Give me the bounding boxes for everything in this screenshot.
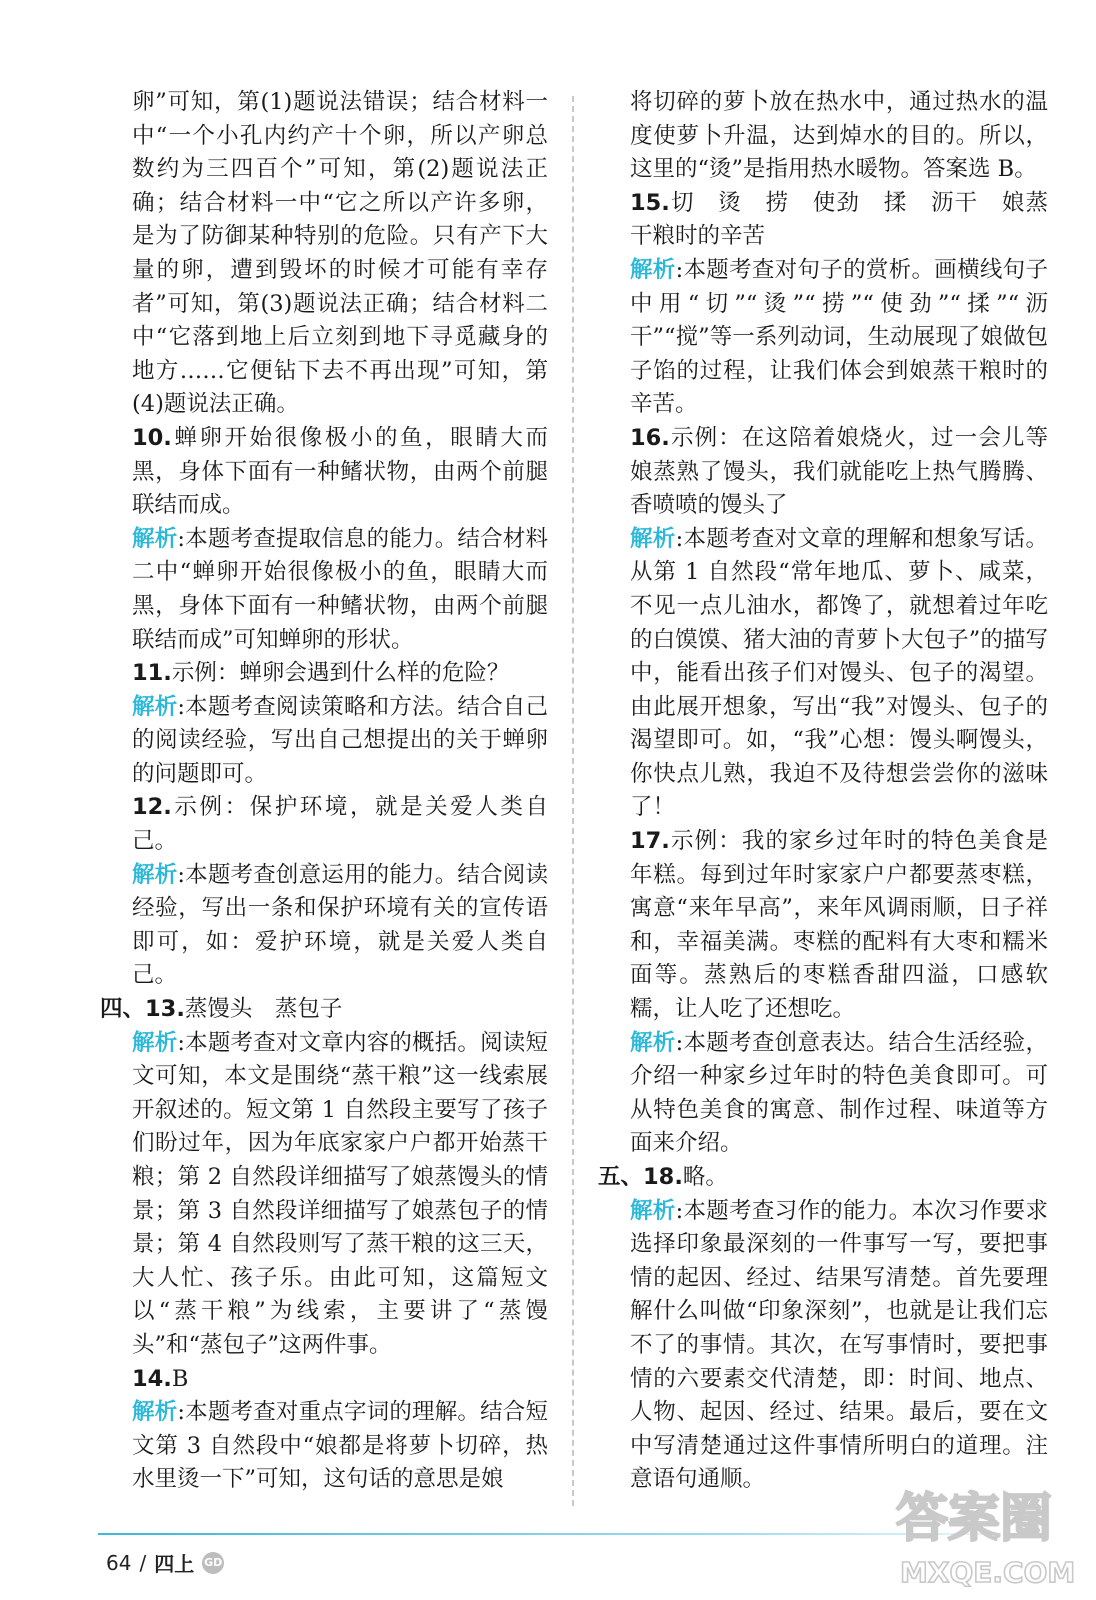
question-number: 10. bbox=[132, 424, 172, 451]
paragraph-text: :本题考查创意表达。结合生活经验，介绍一种家乡过年时的特色美食即可。可从特色美食的寓意、制作过程、味道等方面来介绍。 bbox=[630, 1029, 1048, 1157]
analysis-paragraph bbox=[598, 523, 1048, 825]
analysis-paragraph bbox=[100, 691, 548, 792]
paragraph-text: 略。 bbox=[682, 1164, 728, 1190]
edition-badge-icon: GD bbox=[202, 1552, 224, 1574]
analysis-paragraph bbox=[100, 859, 548, 993]
section-answer bbox=[598, 1161, 1048, 1195]
left-column bbox=[100, 86, 548, 1497]
continued-paragraph bbox=[598, 86, 1048, 187]
watermark-title: 答案圈 bbox=[896, 1489, 1053, 1549]
footer-rule bbox=[98, 1533, 998, 1535]
analysis-tag: 解析 bbox=[630, 1029, 676, 1056]
analysis-paragraph bbox=[598, 1195, 1048, 1497]
paragraph-text: :本题考查创意运用的能力。结合阅读经验，写出一条和保护环境有关的宣传语即可，如：爱护环境，就是关爱人类自己。 bbox=[132, 861, 548, 989]
analysis-tag: 解析 bbox=[132, 1029, 178, 1056]
paragraph-text: 卵”可知，第(1)题说法错误；结合材料一中“一个小孔内约产十个卵，所以产卵总数约为三四百个”可知，第(2)题说法正确；结合材料一中“它之所以产许多卵，是为了防御某种特别的危险。只有产下大量的卵，遭到毁坏的时候才可能有幸存者”可知，第(3)题说法正确；结合材料二中“它落到地上后立刻到地下寻觅藏身的地方……它便钻下去不再出现”可知，第(4)题说法正确。 bbox=[132, 89, 548, 418]
column-divider bbox=[572, 96, 574, 1506]
analysis-tag: 解析 bbox=[132, 861, 178, 888]
question-number: 12. bbox=[132, 794, 172, 821]
answer-paragraph bbox=[598, 187, 1048, 254]
analysis-tag: 解析 bbox=[630, 1197, 676, 1224]
grade-label: 四上 bbox=[154, 1552, 195, 1576]
paragraph-text: 示例：在这陪着娘烧火，过一会儿等娘蒸熟了馒头，我们就能吃上热气腾腾、香喷喷的馒头了 bbox=[630, 424, 1048, 519]
question-number: 15. bbox=[630, 189, 670, 216]
answer-paragraph bbox=[100, 657, 548, 691]
question-number: 16. bbox=[630, 424, 670, 451]
analysis-tag: 解析 bbox=[132, 693, 178, 720]
paragraph-text: :本题考查习作的能力。本次习作要求选择印象最深刻的一件事写一写，要把事情的起因、经过、结果写清楚。首先要理解什么叫做“印象深刻”，也就是让我们忘不了的事情。其次，在写事情时，要把事情的六要素交代清楚，即：时间、地点、人物、起因、经过、结果。最后，要在文中写清楚通过这件事情所明白的道理。注意语句通顺。 bbox=[630, 1197, 1048, 1493]
analysis-paragraph bbox=[100, 1396, 548, 1497]
paragraph-text: :本题考查对文章内容的概括。阅读短文可知，本文是围绕“蒸干粮”这一线索展开叙述的。短文第 1 自然段主要写了孩子们盼过年，因为年底家家户户都开始蒸干粮；第 2 自然段详细描写了娘蒸馒头的情景；第 3 自然段详细描写了娘蒸包子的情景；第 4 自然段则写了蒸干粮的这三天，大人忙、孩子乐。由此可知，这篇短文以“蒸干粮”为线索，主要讲了“蒸馒头”和“蒸包子”这两件事。 bbox=[132, 1029, 548, 1358]
analysis-tag: 解析 bbox=[132, 1399, 178, 1426]
paragraph-text: 示例：保护环境，就是关爱人类自己。 bbox=[132, 794, 548, 855]
analysis-tag: 解析 bbox=[630, 256, 676, 283]
answer-paragraph bbox=[100, 791, 548, 858]
footer-separator: / bbox=[139, 1550, 147, 1575]
answer-paragraph bbox=[100, 422, 548, 523]
question-number: 14. bbox=[132, 1365, 172, 1392]
paragraph-text: :本题考查提取信息的能力。结合材料二中“蝉卵开始很像极小的鱼，眼睛大而黑，身体下面有一种鳍状物，由两个前腿联结而成”可知蝉卵的形状。 bbox=[132, 525, 548, 653]
analysis-tag: 解析 bbox=[630, 525, 676, 552]
paragraph-text: 切 烫 捞 使劲 揉 沥干 娘蒸干粮时的辛苦 bbox=[630, 189, 1048, 250]
analysis-paragraph bbox=[598, 1027, 1048, 1161]
watermark-url: MXQE.COM bbox=[900, 1556, 1076, 1589]
section-number: 五、 bbox=[598, 1164, 644, 1190]
paragraph-text: 蒸馒头 蒸包子 bbox=[184, 996, 343, 1023]
watermark-logo bbox=[888, 1474, 1078, 1594]
section-number: 四、 bbox=[100, 996, 146, 1023]
section-answer bbox=[100, 993, 548, 1027]
analysis-paragraph bbox=[598, 254, 1048, 422]
answer-paragraph bbox=[598, 422, 1048, 523]
paragraph-text: 蝉卵开始很像极小的鱼，眼睛大而黑，身体下面有一种鳍状物，由两个前腿联结而成。 bbox=[132, 424, 548, 519]
question-number: 17. bbox=[630, 828, 670, 855]
paragraph-text: :本题考查阅读策略和方法。结合自己的阅读经验，写出自己想提出的关于蝉卵的问题即可。 bbox=[132, 693, 548, 787]
continued-paragraph bbox=[100, 86, 548, 422]
answer-paragraph bbox=[598, 825, 1048, 1027]
analysis-tag: 解析 bbox=[132, 525, 178, 552]
answer-paragraph bbox=[100, 1363, 548, 1397]
page-number: 64 bbox=[106, 1550, 132, 1575]
page-footer bbox=[106, 1548, 224, 1577]
paragraph-text: 示例：我的家乡过年时的特色美食是年糕。每到过年时家家户户都要蒸枣糕，寓意“来年早高”，来年风调雨顺，日子祥和，幸福美满。枣糕的配料有大枣和糯米面等。蒸熟后的枣糕香甜四溢，口感软糯，让人吃了还想吃。 bbox=[630, 828, 1048, 1023]
question-number: 11. bbox=[132, 660, 172, 687]
paragraph-text: 将切碎的萝卜放在热水中，通过热水的温度使萝卜升温，达到焯水的目的。所以，这里的“烫”是指用热水暖物。答案选 B。 bbox=[630, 89, 1048, 183]
analysis-paragraph bbox=[100, 1027, 548, 1363]
paragraph-text: :本题考查对文章的理解和想象写话。从第 1 自然段“常年地瓜、萝卜、咸菜，不见一点儿油水，都馋了，就想着过年吃的白馍馍、猪大油的青萝卜大包子”的描写中，能看出孩子们对馒头、包子的渴望。由此展开想象，写出“我”对馒头、包子的渴望即可。如，“我”心想：馒头啊馒头，你快点儿熟，我迫不及待想尝尝你的滋味了！ bbox=[630, 525, 1048, 821]
analysis-paragraph bbox=[100, 523, 548, 657]
question-number: 18. bbox=[643, 1164, 683, 1190]
paragraph-text: :本题考查对句子的赏析。画横线句子中用“切”“烫”“捞”“使劲”“揉”“沥干”“搅”等一系列动词，生动展现了娘做包子馅的过程，让我们体会到娘蒸干粮时的辛苦。 bbox=[630, 256, 1048, 418]
paragraph-text: 示例：蝉卵会遇到什么样的危险？ bbox=[171, 660, 510, 687]
right-column bbox=[598, 86, 1048, 1497]
paragraph-text: B bbox=[171, 1365, 189, 1392]
paragraph-text: :本题考查对重点字词的理解。结合短文第 3 自然段中“娘都是将萝卜切碎，热水里烫一下”可知，这句话的意思是娘 bbox=[132, 1399, 548, 1493]
question-number: 13. bbox=[145, 996, 185, 1023]
